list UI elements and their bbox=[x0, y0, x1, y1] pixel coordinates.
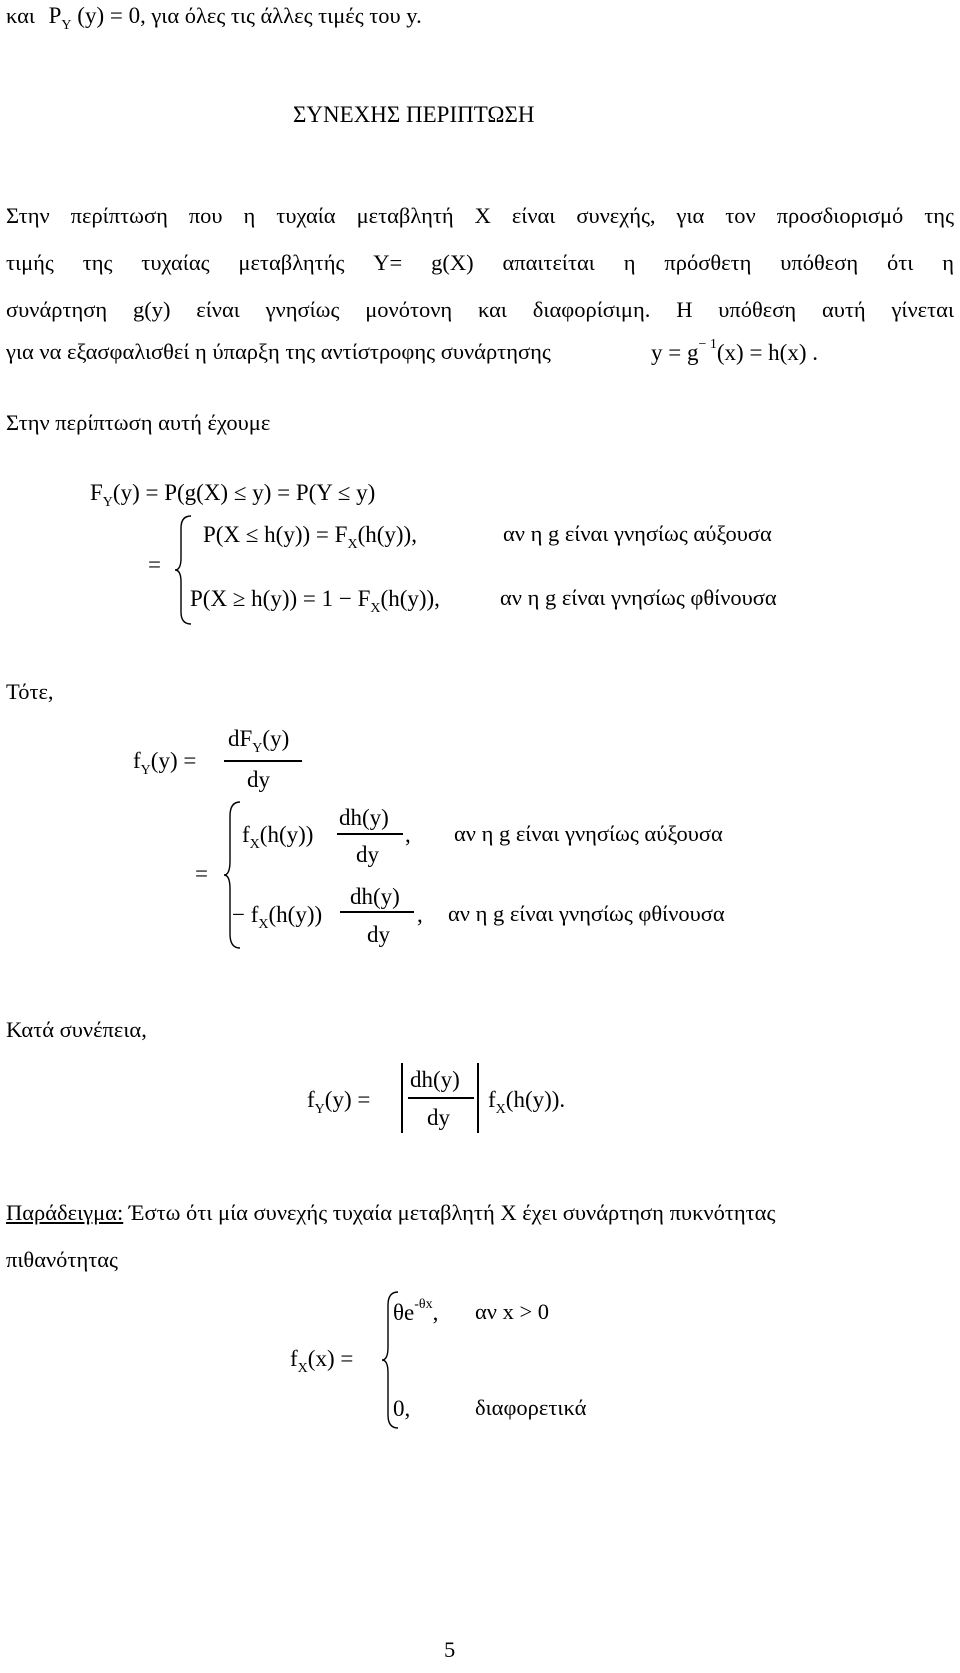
pdf-fraction-denominator: dy bbox=[247, 767, 270, 792]
pdf-case-decreasing: − $f_X(h(y))$ bbox=[232, 902, 323, 932]
abs-bar-left bbox=[401, 1063, 403, 1133]
density-case-positive-condition: αν x > 0 bbox=[475, 1299, 550, 1324]
pdf-case-decreasing-comma: , bbox=[417, 902, 423, 927]
density-case-positive: $\theta e^{-\theta x}$, bbox=[393, 1297, 439, 1325]
pdf-fraction-bar bbox=[224, 760, 302, 762]
example-text: Έστω ότι μία συνεχής τυχαία μεταβλητή X έχει συνάρτηση πυκνότητας bbox=[123, 1200, 776, 1225]
example-line bbox=[6, 1202, 775, 1225]
paragraph-line: Στην περίπτωση αυτή έχουμε bbox=[6, 410, 271, 435]
pdf-case-increasing-fraction-bar bbox=[337, 833, 403, 835]
pdf-fraction-numerator: $dF_Y(y)$ bbox=[228, 726, 290, 756]
result-equation-lhs: $f_Y(y)$ = bbox=[307, 1087, 371, 1117]
abs-bar-right bbox=[477, 1063, 479, 1133]
result-fraction-denominator: dy bbox=[427, 1105, 450, 1130]
pdf-brace bbox=[222, 800, 244, 950]
density-case-otherwise-condition: διαφορετικά bbox=[475, 1395, 587, 1420]
cdf-equation-lhs: $F_Y(y) = P(g(X) \le y) = P(Y \le y)$ bbox=[90, 480, 376, 510]
cdf-equals-sign: = bbox=[148, 552, 161, 577]
pdf-case-increasing: $f_X(h(y))$ bbox=[242, 822, 314, 852]
top-line-suffix: , για όλες τις άλλες τιμές του y. bbox=[140, 3, 422, 28]
cdf-case-increasing-condition: αν η g είναι γνησίως αύξουσα bbox=[503, 521, 772, 546]
inverse-function-formula: $y = g^{- 1}(x) = h(x)$ . bbox=[651, 337, 818, 365]
pdf-case-decreasing-denominator: dy bbox=[367, 922, 390, 947]
pdf-case-increasing-comma: , bbox=[405, 822, 411, 847]
result-equation-rhs: $f_X(h(y))$. bbox=[488, 1087, 566, 1117]
density-case-otherwise: 0, bbox=[393, 1396, 411, 1421]
paragraph-line: συνάρτηση g(y) είναι γνησίως μονότονη και διαφορίσιμη. Η υπόθεση αυτή γίνεται bbox=[6, 297, 954, 322]
intro-paragraph bbox=[6, 192, 954, 333]
pdf-case-increasing-condition: αν η g είναι γνησίως αύξουσα bbox=[454, 821, 723, 846]
cdf-case-decreasing: $P(X \ge h(y)) = 1 - F_X(h(y))$, bbox=[190, 586, 440, 616]
result-fraction-numerator: dh(y) bbox=[410, 1067, 460, 1092]
pdf-case-decreasing-condition: αν η g είναι γνησίως φθίνουσα bbox=[448, 901, 725, 926]
paragraph-line: Στην περίπτωση που η τυχαία μεταβλητή X είναι συνεχής, για τον προσδιορισμό της bbox=[6, 203, 954, 228]
pdf-case-decreasing-fraction-bar bbox=[340, 911, 414, 913]
pdf-case-increasing-numerator: dh(y) bbox=[339, 805, 389, 830]
cdf-case-increasing: $P(X \le h(y)) = F_X(h(y))$, bbox=[203, 522, 417, 552]
pdf-equation-lhs: $f_Y(y)$ = bbox=[133, 748, 197, 778]
example-label: Παράδειγμα: bbox=[6, 1200, 124, 1225]
example-line-2: πιθανότητας bbox=[6, 1247, 118, 1272]
top-line-formula: $P_Y$ (y) = 0 bbox=[48, 3, 141, 33]
section-title: ΣΥΝΕΧΗΣ ΠΕΡΙΠΤΩΣΗ bbox=[293, 102, 535, 127]
pdf-case-decreasing-numerator: dh(y) bbox=[350, 884, 400, 909]
cdf-case-decreasing-condition: αν η g είναι γνησίως φθίνουσα bbox=[500, 585, 777, 610]
then-label: Τότε, bbox=[6, 679, 54, 704]
paragraph-line-inverse: για να εξασφαλισθεί η ύπαρξη της αντίστροφης συνάρτησης bbox=[6, 339, 551, 364]
page-number: 5 bbox=[444, 1637, 456, 1662]
density-equation-lhs: $f_X(x)$ = bbox=[290, 1346, 354, 1376]
paragraph-line: τιμής της τυχαίας μεταβλητής Y= g(X) απαιτείται η πρόσθετη υπόθεση ότι η bbox=[6, 250, 954, 275]
pdf-equals-sign: = bbox=[195, 861, 208, 886]
top-line-prefix: και bbox=[6, 3, 35, 28]
result-fraction-bar bbox=[408, 1097, 474, 1099]
consequently-label: Κατά συνέπεια, bbox=[6, 1017, 147, 1042]
top-line bbox=[6, 3, 422, 33]
pdf-case-increasing-denominator: dy bbox=[356, 842, 379, 867]
